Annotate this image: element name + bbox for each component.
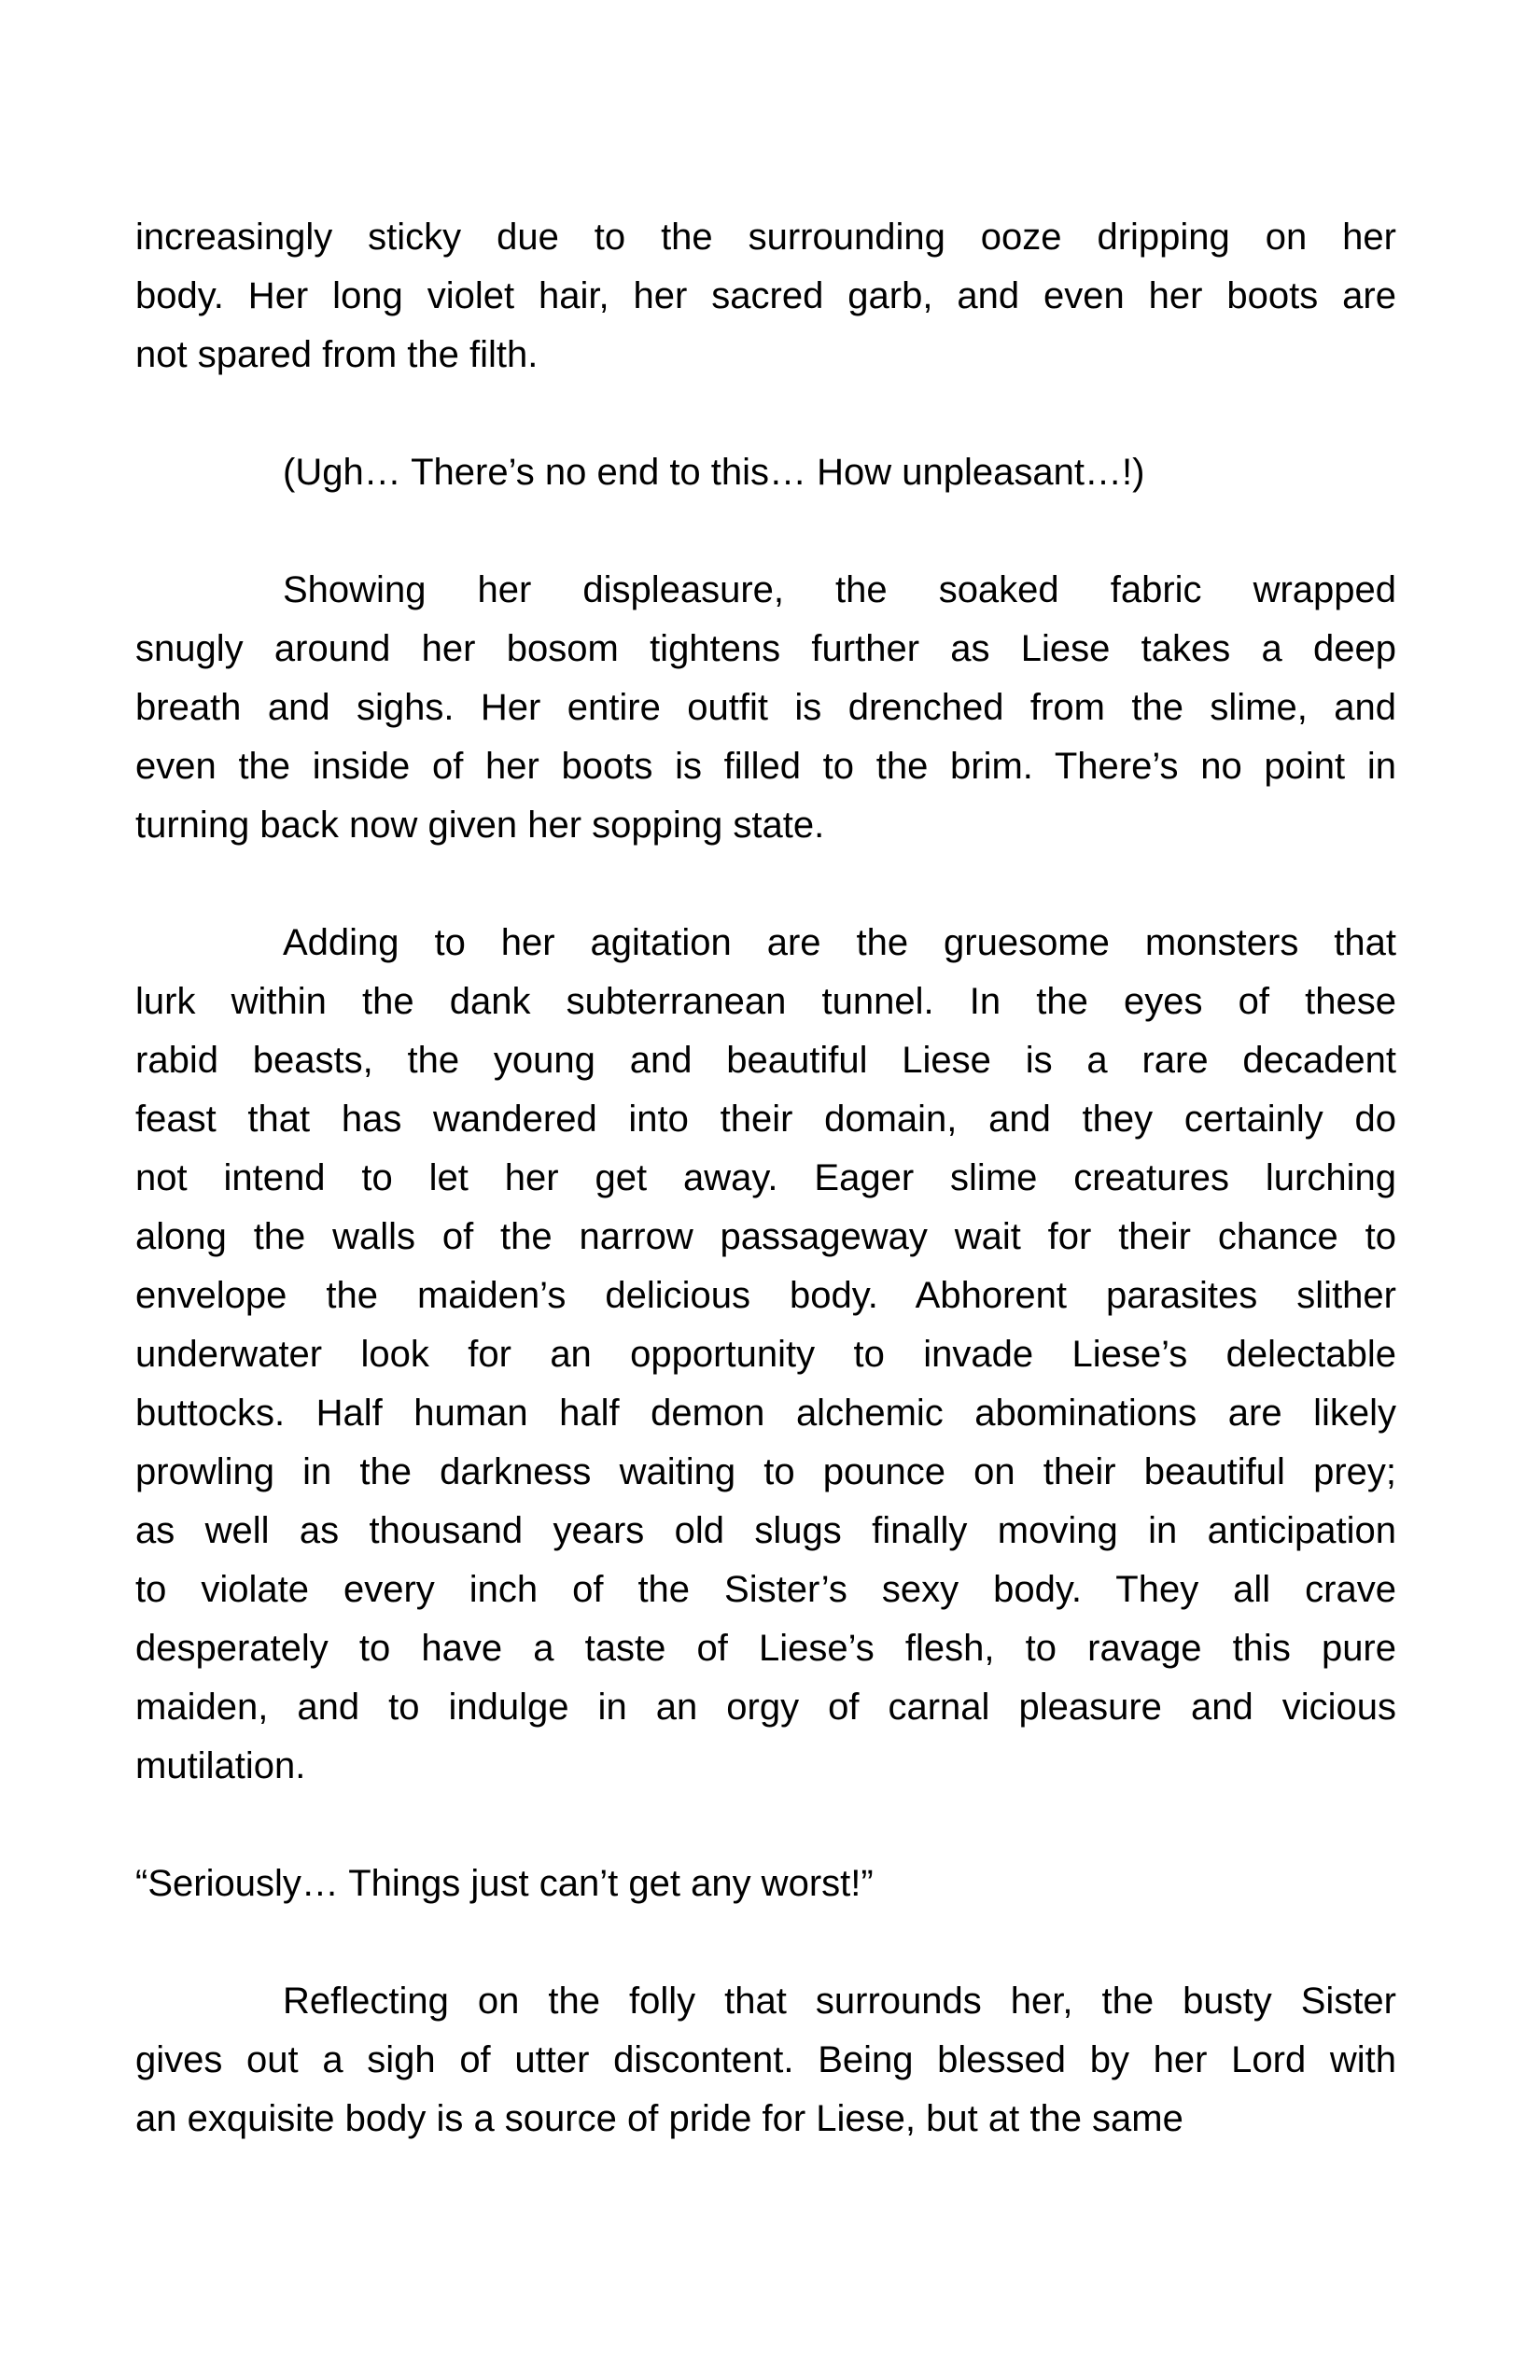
text-line: “Seriously… Things just can’t get any worst!”: [135, 1863, 874, 1904]
text-line: maiden, and to indulge in an orgy of carnal pleasure and vicious: [135, 1687, 1396, 1728]
text-line: mutilation.: [135, 1745, 306, 1786]
text-line: body. Her long violet hair, her sacred garb, and even her boots are: [135, 275, 1396, 316]
text-line: feast that has wandered into their domain, and they certainly do: [135, 1099, 1396, 1140]
text-line: to violate every inch of the Sister’s sexy body. They all crave: [135, 1569, 1396, 1610]
text-line: envelope the maiden’s delicious body. Abhorent parasites slither: [135, 1275, 1396, 1316]
paragraph-inner-thought: [135, 443, 1396, 502]
paragraph-body: [135, 561, 1396, 855]
text-line: gives out a sigh of utter discontent. Being blessed by her Lord with: [135, 2039, 1396, 2080]
text-line: not intend to let her get away. Eager slime creatures lurching: [135, 1157, 1396, 1198]
text-line: not spared from the filth.: [135, 334, 539, 375]
text-line: prowling in the darkness waiting to pounce on their beautiful prey;: [135, 1451, 1396, 1492]
text-line: Adding to her agitation are the gruesome monsters that: [283, 922, 1396, 963]
paragraph-body: [135, 1972, 1396, 2149]
text-line: increasingly sticky due to the surrounding ooze dripping on her: [135, 217, 1396, 258]
text-line: turning back now given her sopping state.: [135, 805, 825, 846]
paragraph-body: [135, 208, 1396, 385]
text-line: underwater look for an opportunity to invade Liese’s delectable: [135, 1334, 1396, 1375]
text-line: even the inside of her boots is filled to the brim. There’s no point in: [135, 746, 1396, 787]
text-line: Reflecting on the folly that surrounds her, the busty Sister: [283, 1981, 1396, 2022]
text-line: snugly around her bosom tightens further as Liese takes a deep: [135, 628, 1396, 669]
paragraph-dialogue: [135, 1855, 1396, 1913]
text-line: desperately to have a taste of Liese’s flesh, to ravage this pure: [135, 1628, 1396, 1669]
text-line: buttocks. Half human half demon alchemic abominations are likely: [135, 1393, 1396, 1434]
text-line: an exquisite body is a source of pride for Liese, but at the same: [135, 2098, 1183, 2139]
paragraph-body: [135, 914, 1396, 1796]
text-line: breath and sighs. Her entire outfit is drenched from the slime, and: [135, 687, 1396, 728]
page-text: [135, 208, 1396, 2149]
text-line: lurk within the dank subterranean tunnel. In the eyes of these: [135, 981, 1396, 1022]
text-line: along the walls of the narrow passageway wait for their chance to: [135, 1216, 1396, 1257]
text-line: as well as thousand years old slugs finally moving in anticipation: [135, 1510, 1396, 1551]
text-line: (Ugh… There’s no end to this… How unpleasant…!): [283, 452, 1145, 493]
text-line: Showing her displeasure, the soaked fabric wrapped: [283, 569, 1396, 610]
text-line: rabid beasts, the young and beautiful Liese is a rare decadent: [135, 1040, 1396, 1081]
